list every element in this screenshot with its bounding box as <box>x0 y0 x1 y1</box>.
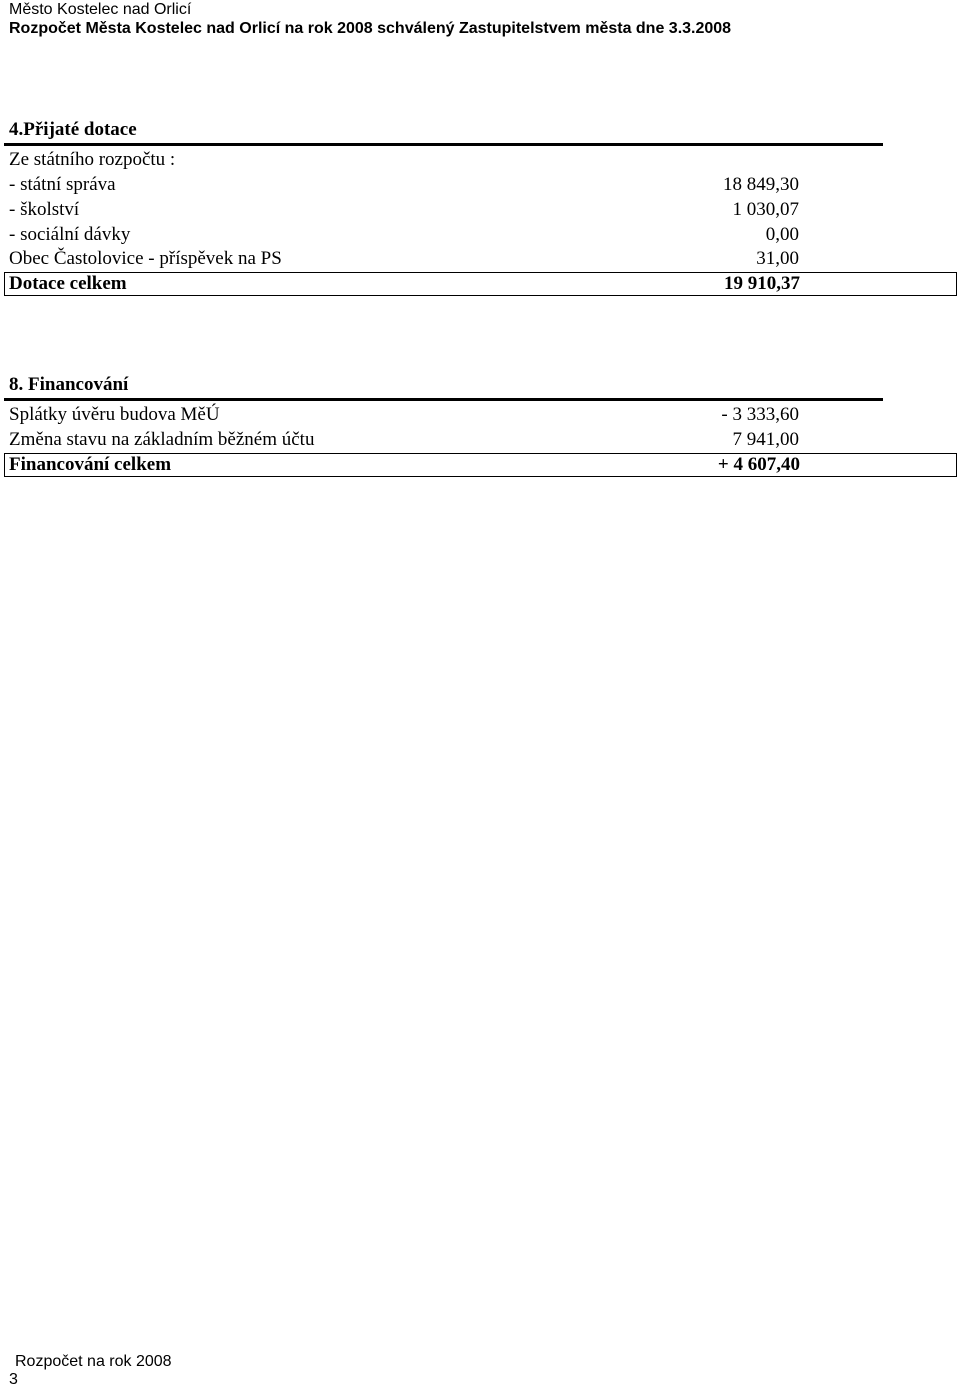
header-organization: Město Kostelec nad Orlicí <box>9 1 192 18</box>
section-divider <box>4 398 883 401</box>
total-row: Financování celkem + 4 607,40 <box>4 453 957 477</box>
section-title: 8. Financování <box>9 374 129 395</box>
table-row: - státní správa 18 849,30 <box>9 174 799 195</box>
page-number: 3 <box>9 1371 18 1388</box>
section-subtitle: Ze státního rozpočtu : <box>9 149 176 170</box>
table-row: Splátky úvěru budova MěÚ - 3 333,60 <box>9 404 799 425</box>
footer-title: Rozpočet na rok 2008 <box>15 1353 172 1370</box>
table-row: - školství 1 030,07 <box>9 199 799 220</box>
table-row: Obec Častolovice - příspěvek na PS 31,00 <box>9 248 799 269</box>
table-row: Změna stavu na základním běžném účtu 7 941,00 <box>9 429 799 450</box>
section-title: 4.Přijaté dotace <box>9 119 137 140</box>
section-divider <box>4 143 883 146</box>
total-row: Dotace celkem 19 910,37 <box>4 272 957 296</box>
header-document-title: Rozpočet Města Kostelec nad Orlicí na rok 2008 schválený Zastupitelstvem města dne 3.3.2008 <box>9 20 732 37</box>
table-row: - sociální dávky 0,00 <box>9 224 799 245</box>
